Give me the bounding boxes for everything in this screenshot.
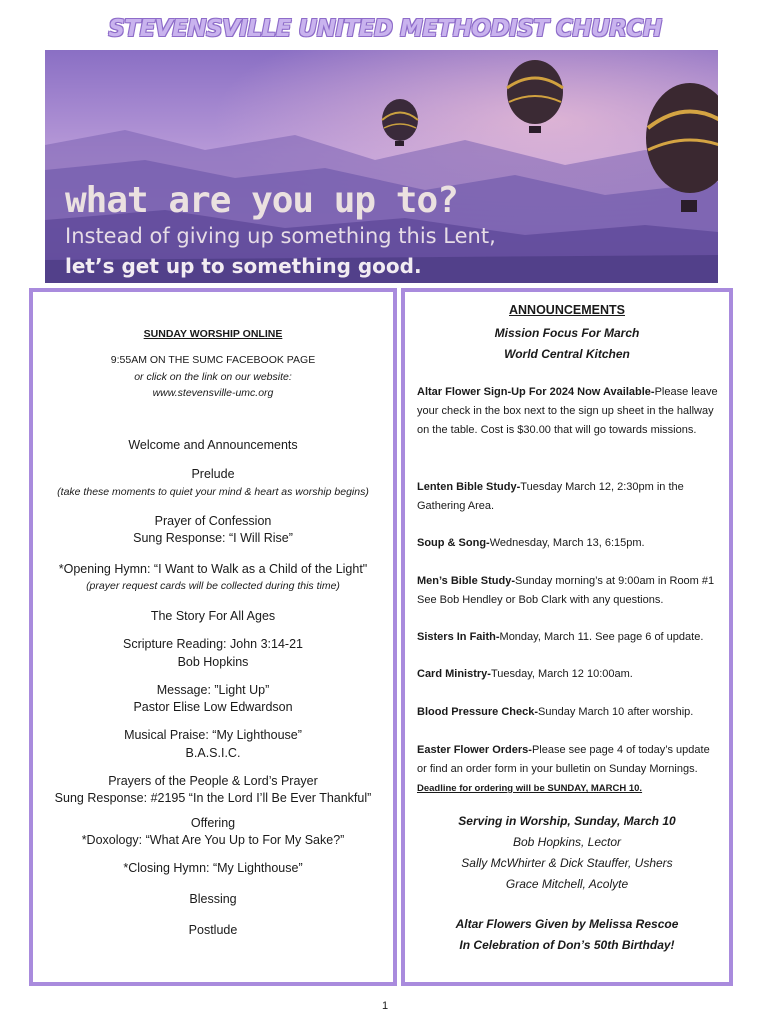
banner-background (45, 50, 718, 283)
worship-time: 9:55AM ON THE SUMC FACEBOOK PAGE (110, 354, 316, 366)
order-item: Offering (190, 816, 236, 830)
serving-line: Sally McWhirter & Dick Stauffer, Ushers (461, 856, 673, 870)
altar-flowers-line: Altar Flowers Given by Melissa Rescoe (455, 917, 679, 931)
order-note: (prayer request cards will be collected during this time) (86, 580, 340, 592)
order-item: Musical Praise: “My Lighthouse” (124, 728, 302, 742)
order-item: Bob Hopkins (177, 655, 249, 669)
church-title: STEVENSVILLE UNITED METHODIST CHURCH (108, 16, 662, 42)
mission-focus: Mission Focus For March (494, 326, 640, 340)
announcement-item: Sisters In Faith-Monday, March 11. See page 6 of update. (417, 631, 704, 643)
serving-line: Grace Mitchell, Acolyte (505, 877, 629, 891)
announcement-item: Soup & Song-Wednesday, March 13, 6:15pm. (417, 537, 645, 549)
announcement-item: Blood Pressure Check-Sunday March 10 after worship. (417, 706, 694, 718)
banner-subline-2: let’s get up to something good. (65, 254, 422, 278)
banner-subline-1: Instead of giving up something this Lent, (65, 224, 496, 248)
announcement-item: Men’s Bible Study-Sunday morning’s at 9:00am in Room #1 See Bob Hendley or Bob Clark with any questions. (417, 575, 715, 606)
worship-heading: SUNDAY WORSHIP ONLINE (143, 328, 283, 340)
announcement-item: Card Ministry-Tuesday, March 12 10:00am. (417, 668, 633, 680)
serving-line: Bob Hopkins, Lector (512, 835, 622, 849)
order-item: The Story For All Ages (150, 609, 276, 623)
order-note: (take these moments to quiet your mind & heart as worship begins) (57, 486, 369, 498)
lent-banner (45, 50, 718, 283)
page-number: 1 (381, 1000, 389, 1012)
announcements-heading: ANNOUNCEMENTS (509, 303, 625, 317)
order-item: Prelude (191, 467, 235, 481)
order-item: *Doxology: “What Are You Up to For My Sake?” (81, 833, 345, 847)
worship-panel (29, 288, 397, 986)
order-item: *Closing Hymn: “My Lighthouse” (123, 861, 303, 875)
order-item: Prayers of the People & Lord’s Prayer (108, 774, 318, 788)
announcement-item: Lenten Bible Study-Tuesday March 12, 2:30pm in the Gathering Area. (417, 481, 684, 512)
order-item: Prayer of Confession (154, 514, 272, 528)
website-link[interactable]: www.stevensville-umc.org (152, 387, 274, 399)
announcements-panel (401, 288, 733, 986)
order-item: Pastor Elise Low Edwardson (133, 700, 293, 714)
order-item: Postlude (188, 923, 238, 937)
order-item: Sung Response: “I Will Rise” (133, 531, 293, 545)
worship-link-text: or click on the link on our website: (134, 371, 292, 383)
altar-celebration-line: In Celebration of Don’s 50th Birthday! (459, 938, 675, 952)
order-item: Welcome and Announcements (128, 438, 298, 452)
deadline-note: Deadline for ordering will be SUNDAY, MARCH 10. (417, 783, 643, 794)
serving-heading: Serving in Worship, Sunday, March 10 (458, 814, 676, 828)
mission-name: World Central Kitchen (504, 347, 630, 361)
announcement-item: Easter Flower Orders-Please see page 4 of today’s update or find an order form in your bulletin on Sunday Mornings. (417, 744, 710, 775)
order-item: Blessing (189, 892, 237, 906)
order-item: *Opening Hymn: “I Want to Walk as a Child of the Light" (58, 562, 368, 576)
order-item: Message: ”Light Up” (156, 683, 270, 697)
banner-headline: what are you up to? (65, 180, 458, 221)
order-item: Scripture Reading: John 3:14-21 (123, 637, 303, 651)
order-item: Sung Response: #2195 “In the Lord I’ll Be Ever Thankful” (54, 791, 372, 805)
announcement-item: Altar Flower Sign-Up For 2024 Now Available-Please leave your check in the box next to the sign up sheet in the hallway on the table. Cost is $30.00 that will go towards missions. (417, 386, 718, 436)
order-item: B.A.S.I.C. (185, 746, 241, 760)
